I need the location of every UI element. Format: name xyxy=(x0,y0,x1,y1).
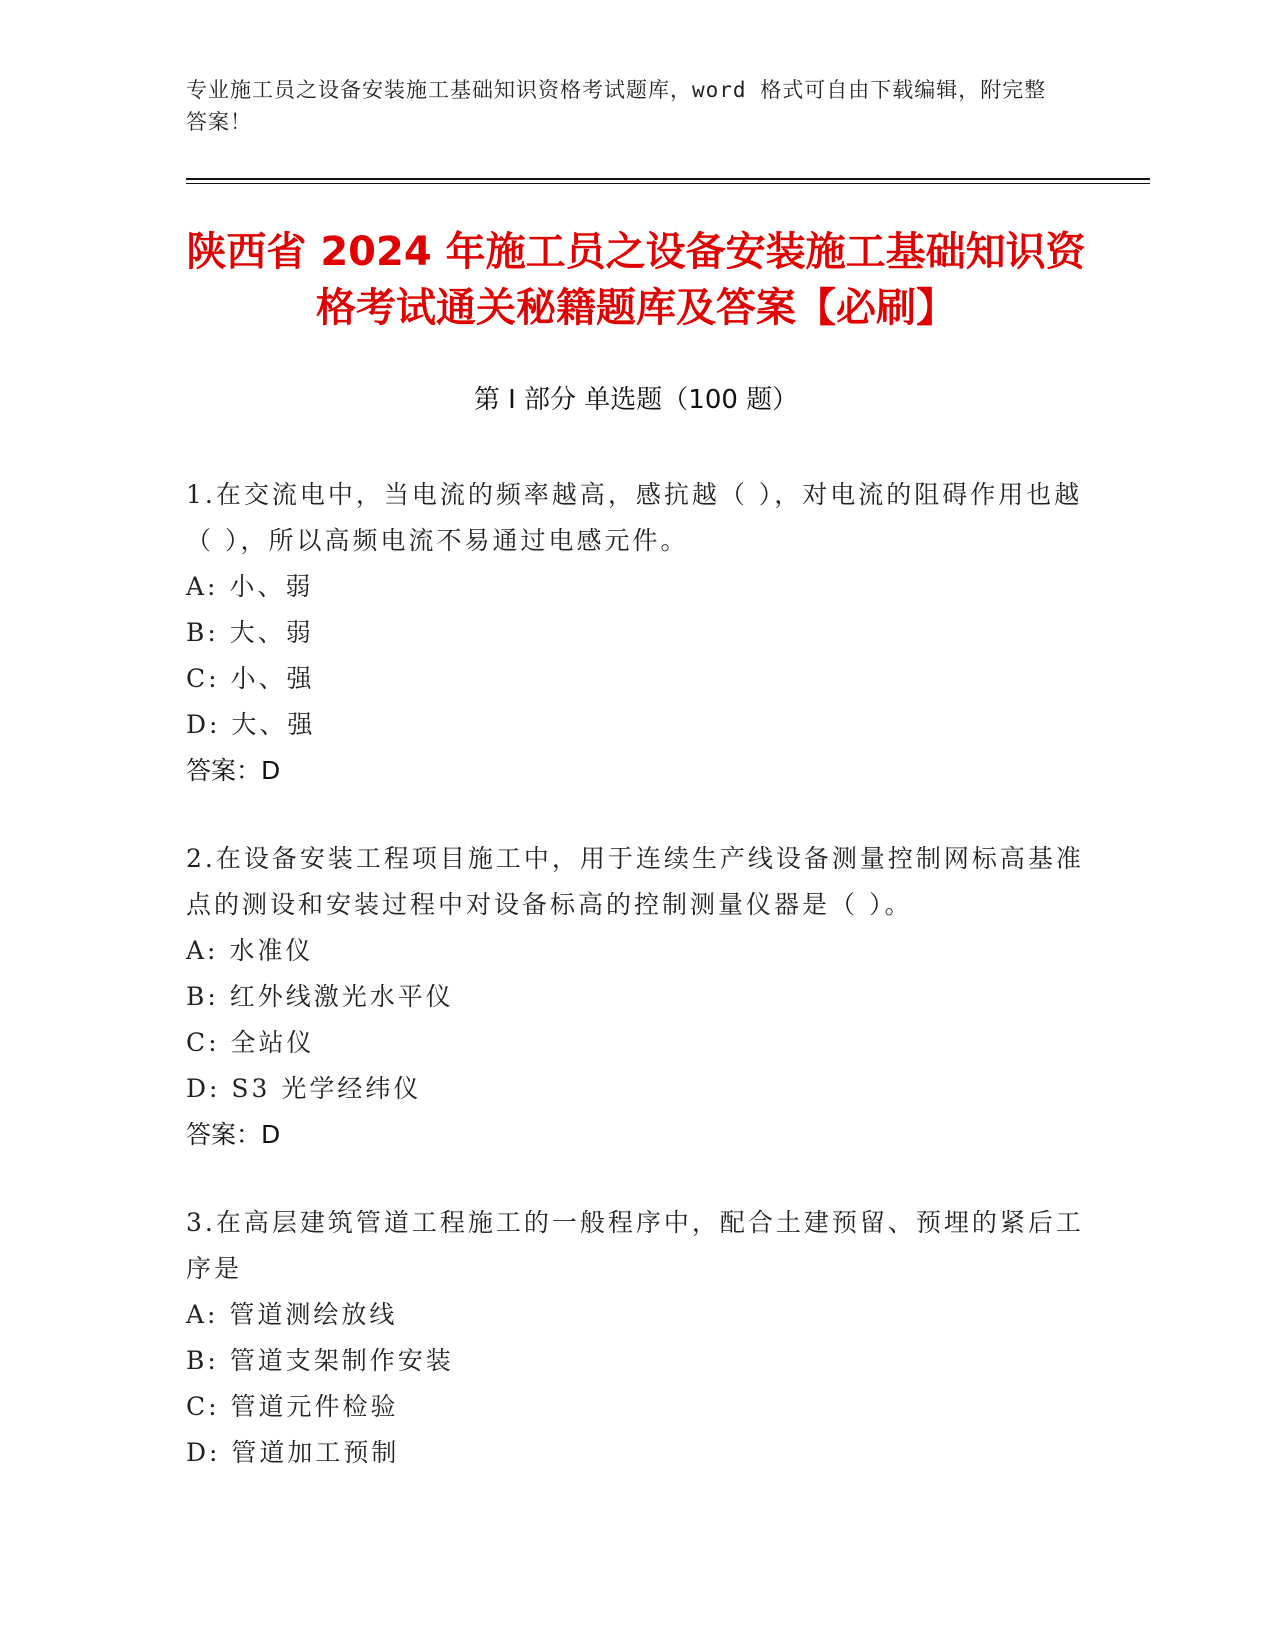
question-option: C: 小、强 xyxy=(186,664,315,693)
question-option: A: 小、弱 xyxy=(186,572,314,601)
document-title: 陕西省 2024 年施工员之设备安装施工基础知识资格考试通关秘籍题库及答案【必刷】 xyxy=(186,229,1086,331)
question-option: B: 红外线激光水平仪 xyxy=(186,982,454,1011)
question-item xyxy=(186,836,1086,1158)
question-option: A: 管道测绘放线 xyxy=(186,1300,398,1329)
question-option: C: 管道元件检验 xyxy=(186,1392,399,1421)
question-answer: 答案：D xyxy=(186,1120,281,1149)
question-option: D: 大、强 xyxy=(186,710,316,739)
question-option: B: 大、弱 xyxy=(186,618,314,647)
question-list xyxy=(186,472,1086,1518)
question-stem: 1.在交流电中，当电流的频率越高，感抗越（ ），对电流的阻碍作用也越（ ），所以高频电流不易通过电感元件。 xyxy=(186,480,1083,555)
header-note: 专业施工员之设备安装施工基础知识资格考试题库，word 格式可自由下载编辑，附完整答案！ xyxy=(186,78,1047,134)
question-option: B: 管道支架制作安装 xyxy=(186,1346,454,1375)
question-option: D: S3 光学经纬仪 xyxy=(186,1074,422,1103)
header-divider-thick xyxy=(186,178,1150,180)
question-stem: 3.在高层建筑管道工程施工的一般程序中，配合土建预留、预埋的紧后工序是 xyxy=(186,1208,1084,1283)
question-option: C: 全站仪 xyxy=(186,1028,315,1057)
question-item xyxy=(186,472,1086,794)
question-item xyxy=(186,1200,1086,1476)
section-heading: 第 I 部分 单选题（100 题） xyxy=(473,385,799,415)
question-option: A: 水准仪 xyxy=(186,936,314,965)
question-option: D: 管道加工预制 xyxy=(186,1438,400,1467)
question-answer: 答案：D xyxy=(186,756,281,785)
question-stem: 2.在设备安装工程项目施工中，用于连续生产线设备测量控制网标高基准点的测设和安装过程中对设备标高的控制测量仪器是（ ）。 xyxy=(186,844,1084,919)
header-divider-thin xyxy=(186,183,1150,184)
